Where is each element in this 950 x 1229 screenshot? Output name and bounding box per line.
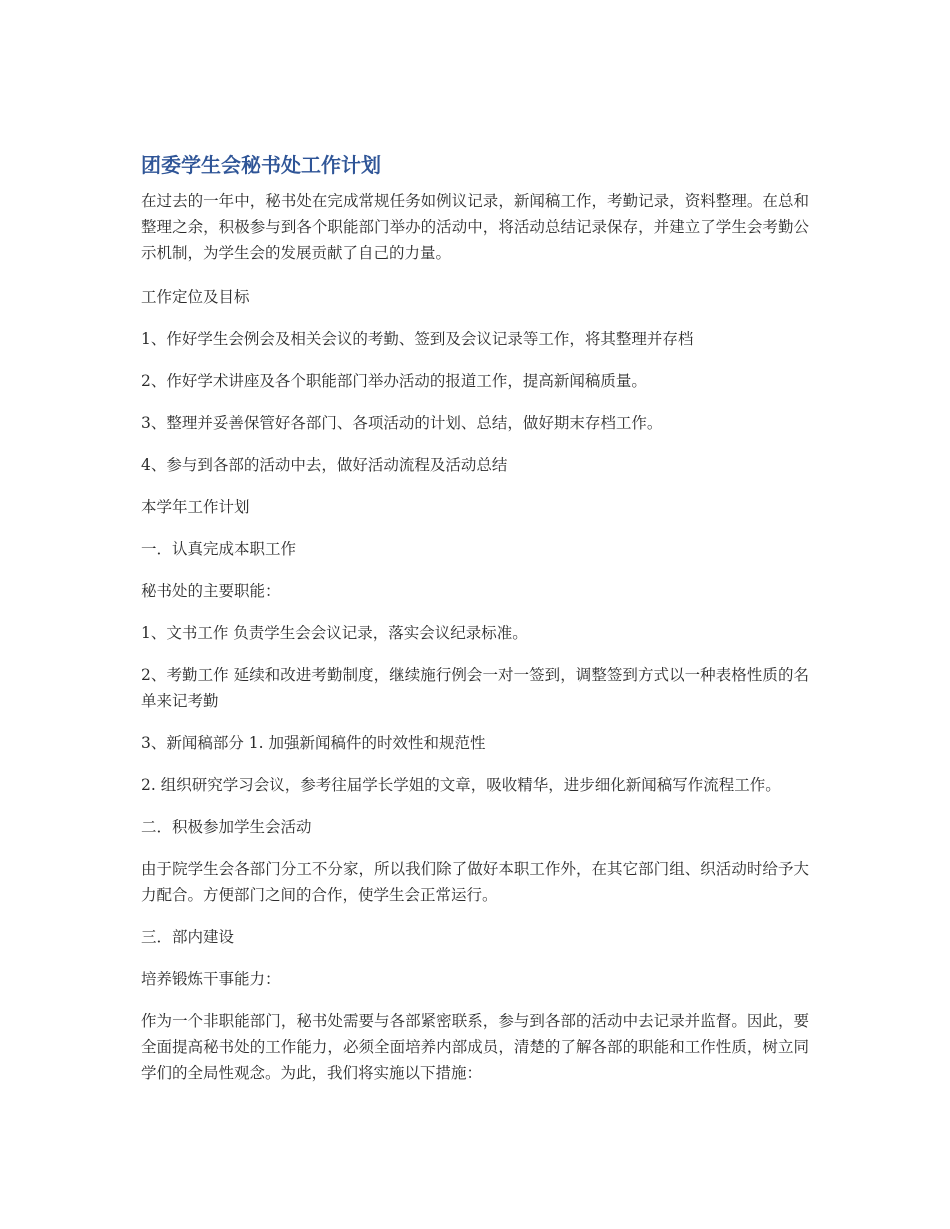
- section-heading-positioning: 工作定位及目标: [141, 288, 250, 306]
- duty-item-3: 3、新闻稿部分 1. 加强新闻稿件的时效性和规范性: [141, 734, 486, 752]
- training-label: 培养锻炼干事能力：: [141, 970, 281, 988]
- plan-part-2-heading: 二．积极参加学生会活动: [141, 818, 312, 836]
- plan-part-3-heading: 三．部内建设: [141, 928, 235, 946]
- goal-item-1: 1、作好学生会例会及相关会议的考勤、签到及会议记录等工作，将其整理并存档: [141, 330, 694, 348]
- intro-paragraph: 在过去的一年中，秘书处在完成常规任务如例议记录，新闻稿工作，考勤记录，资料整理。在总和整理之余，积极参与到各个职能部门举办的活动中，将活动总结记录保存，并建立了学生会考勤公示机制，为学生会的发展贡献了自己的力量。: [141, 192, 809, 262]
- document-page: [141, 150, 809, 1102]
- duty-item-3-sub-2: 2. 组织研究学习会议，参考往届学长学姐的文章，吸收精华，进步细化新闻稿写作流程工作。: [141, 776, 781, 794]
- section-heading-plan: 本学年工作计划: [141, 498, 250, 516]
- goal-item-4: 4、参与到各部的活动中去，做好活动流程及活动总结: [141, 456, 508, 474]
- plan-part-1-heading: 一．认真完成本职工作: [141, 540, 297, 558]
- document-title: 团委学生会秘书处工作计划: [141, 153, 381, 177]
- duty-item-2: 2、考勤工作 延续和改进考勤制度，继续施行例会一对一签到，调整签到方式以一种表格性质的名单来记考勤: [141, 666, 809, 710]
- plan-part-3-body: 作为一个非职能部门，秘书处需要与各部紧密联系，参与到各部的活动中去记录并监督。因此，要全面提高秘书处的工作能力，必须全面培养内部成员，清楚的了解各部的职能和工作性质，树立同学们的全局性观念。为此，我们将实施以下措施：: [141, 1012, 809, 1082]
- goal-item-3: 3、整理并妥善保管好各部门、各项活动的计划、总结，做好期末存档工作。: [141, 414, 663, 432]
- goal-item-2: 2、作好学术讲座及各个职能部门举办活动的报道工作，提高新闻稿质量。: [141, 372, 647, 390]
- duty-item-1: 1、文书工作 负责学生会会议记录，落实会议纪录标准。: [141, 624, 528, 642]
- plan-part-2-body: 由于院学生会各部门分工不分家，所以我们除了做好本职工作外，在其它部门组、织活动时给予大力配合。方便部门之间的合作，使学生会正常运行。: [141, 860, 809, 904]
- main-duties-label: 秘书处的主要职能：: [141, 582, 281, 600]
